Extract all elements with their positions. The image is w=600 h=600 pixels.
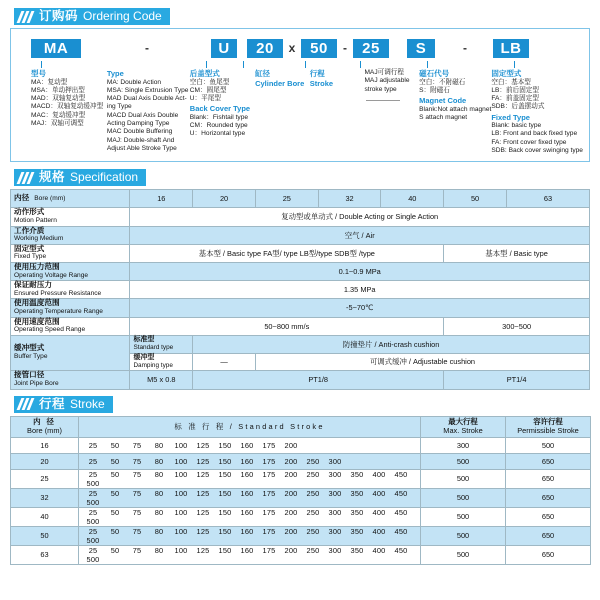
- table-row: [11, 244, 590, 262]
- stroke-header-cn: 容许行程: [533, 416, 563, 426]
- section-title-en: Specification: [70, 170, 139, 185]
- legend-item: Adjust Able Stroke Type: [106, 144, 177, 152]
- spec-row-label: [11, 371, 130, 389]
- legend-item: ing Type: [106, 103, 132, 111]
- spec-value: 50~800 mm/s: [130, 317, 444, 335]
- stroke-header-standard: 标 准 行 程 / Standard Stroke: [79, 416, 421, 437]
- code-separator-dash-3: -: [463, 41, 467, 55]
- legend-item: Acting Damping Type: [106, 119, 170, 127]
- table-row: [11, 437, 591, 453]
- section-title-en: Ordering Code: [83, 9, 162, 23]
- stroke-header-en: Bore (mm): [27, 425, 62, 435]
- buffer-sub-cn: 标准型: [133, 335, 155, 343]
- legend-head-magnet-en: Magnet Code: [419, 96, 467, 106]
- ordering-code-chip-row: [17, 35, 583, 61]
- slashes-icon: [18, 172, 36, 184]
- spec-label-en: Working Medium: [14, 235, 64, 243]
- legend-item: MAD Dual Axis Double Act-: [106, 95, 187, 103]
- stroke-max: 500: [421, 453, 506, 469]
- buffer-sub-label-standard: [130, 335, 193, 353]
- table-row: [11, 526, 591, 545]
- legend-item: FA：前盖固定型: [491, 95, 539, 103]
- stroke-bore: 25: [11, 469, 79, 488]
- code-chip-magnet[interactable]: S: [407, 39, 435, 58]
- legend-item: CM：Rounded type: [189, 122, 248, 130]
- bore-value: 32: [318, 190, 381, 208]
- bore-value: 20: [193, 190, 256, 208]
- legend-item: MAJ可调行程: [364, 69, 404, 76]
- spec-label-en: Operating Speed Range: [14, 326, 86, 334]
- stroke-max: 300: [421, 437, 506, 453]
- legend-col-magnet-code: [419, 69, 491, 155]
- section-header-specification: [14, 169, 146, 186]
- spec-row-label: [11, 262, 130, 280]
- spec-label-en: Operating Voltage Range: [14, 271, 89, 279]
- legend-item: S attach magnet: [419, 113, 468, 121]
- buffer-dash: —: [193, 353, 256, 371]
- spec-label-en: Buffer Type: [14, 353, 48, 360]
- spec-label-cn: 使用压力范围: [14, 261, 60, 271]
- table-row: [11, 453, 591, 469]
- spec-label-cn: 动作形式: [14, 207, 45, 217]
- ordering-code-box: [10, 28, 590, 162]
- legend-item: LB：前后固定型: [491, 86, 539, 94]
- legend-head-fixed-cn: 固定型式: [491, 69, 522, 78]
- spec-row-label: [11, 190, 130, 208]
- spec-row-label: [11, 208, 130, 226]
- code-chip-adjustable-stroke[interactable]: 25: [353, 39, 389, 58]
- spec-label-cn: 缓冲型式: [14, 343, 45, 353]
- stroke-values: 25 50 75 80 100 125 150 160 175 200 250 300 350 400 450500: [79, 469, 421, 488]
- buffer-sub-en: Standard type: [133, 344, 174, 352]
- slashes-icon: [18, 398, 36, 410]
- spec-label-en: Operating Temperature Range: [14, 307, 103, 315]
- legend-item: CM：圆尾型: [189, 86, 227, 94]
- spec-label-cn: 固定型式: [14, 243, 45, 253]
- table-row: [11, 281, 590, 299]
- legend-item: MSA: Single Extrusion Type: [106, 86, 189, 94]
- legend-col-type-cn: [31, 69, 107, 155]
- code-separator-dash-2: -: [343, 41, 347, 55]
- stroke-permissible: 500: [506, 437, 591, 453]
- bore-value: 50: [444, 190, 507, 208]
- stroke-bore: 20: [11, 453, 79, 469]
- stroke-permissible: 650: [506, 545, 591, 564]
- table-row: [11, 545, 591, 564]
- bore-value: 40: [381, 190, 444, 208]
- table-row: [11, 208, 590, 226]
- stroke-header-en: Permissible Stroke: [517, 425, 579, 435]
- spec-value: PT1/8: [193, 371, 444, 389]
- stroke-permissible: 650: [506, 469, 591, 488]
- stroke-max: 500: [421, 545, 506, 564]
- stroke-bore: 16: [11, 437, 79, 453]
- spec-value: PT1/4: [444, 371, 590, 389]
- spec-value: M5 x 0.8: [130, 371, 193, 389]
- legend-item: MAD：双轴复动型: [31, 95, 86, 103]
- buffer-sub-cn: 缓冲型: [133, 353, 155, 361]
- legend-head-fixed-en: Fixed Type: [491, 112, 530, 122]
- legend-item: Blank:Not attach magnet: [419, 105, 492, 113]
- stroke-header-en: Max. Stroke: [443, 425, 483, 435]
- stroke-bore: 40: [11, 507, 79, 526]
- table-row-joint-pipe: [11, 371, 590, 389]
- code-separator-times: x: [288, 41, 296, 55]
- table-row: [11, 262, 590, 280]
- bore-value: 25: [255, 190, 318, 208]
- spec-label-cn: 接管口径: [14, 370, 45, 380]
- legend-head-back-cover-cn: 后盖型式: [189, 69, 220, 78]
- code-chip-stroke[interactable]: 50: [301, 39, 337, 58]
- table-row: [11, 317, 590, 335]
- specification-table: [10, 189, 590, 389]
- stroke-bore: 63: [11, 545, 79, 564]
- legend-col-cylinder-bore: [255, 69, 310, 155]
- stroke-bore: 50: [11, 526, 79, 545]
- spec-value: 0.1~0.9 MPa: [130, 262, 590, 280]
- legend-item: S：附磁石: [419, 86, 450, 94]
- spec-value: 复动型或单动式 / Double Acting or Single Action: [130, 208, 590, 226]
- legend-head-stroke-en: Stroke: [309, 78, 334, 88]
- stroke-permissible: 650: [506, 453, 591, 469]
- stroke-values: 25 50 75 80 100 125 150 160 175 200 250 300 350 400 450500: [79, 545, 421, 564]
- section-header-ordering-code: [14, 8, 170, 25]
- section-title-cn: 规格: [39, 170, 66, 185]
- legend-item: SDB：后盖摆动式: [491, 103, 545, 111]
- legend-item: Blank：Fishtail type: [189, 113, 249, 121]
- legend-item: stroke type: [364, 85, 397, 93]
- legend-col-stroke: [310, 69, 365, 155]
- stroke-header-cn: 内 径: [33, 416, 56, 426]
- stroke-values: 25 50 75 80 100 125 150 160 175 200 250 300 350 400 450500: [79, 488, 421, 507]
- stroke-header-row: [11, 416, 591, 437]
- spec-label-en: Bore (mm): [34, 195, 66, 203]
- legend-item: MAC Double Buffering: [106, 128, 173, 136]
- legend-head-stroke-cn: 行程: [309, 69, 325, 78]
- code-chip-fixed-type[interactable]: LB: [493, 39, 529, 58]
- legend-item: MAJ adjustable: [364, 77, 410, 85]
- stroke-table: [10, 416, 591, 565]
- spec-label-en: Ensured Pressure Resistance: [14, 289, 102, 297]
- legend-col-fixed-type: [491, 69, 583, 155]
- table-row-bore-header: [11, 190, 590, 208]
- stroke-max: 500: [421, 526, 506, 545]
- legend-item: 空白：鱼尾型: [189, 78, 230, 86]
- legend-connector-rule: [366, 100, 400, 101]
- bore-value: 63: [506, 190, 589, 208]
- stroke-permissible: 650: [506, 488, 591, 507]
- table-row: [11, 299, 590, 317]
- legend-item: FA: Front cover fixed type: [491, 138, 567, 146]
- stroke-max: 500: [421, 507, 506, 526]
- spec-label-en: Motion Pattern: [14, 216, 57, 224]
- legend-item: MACD：双轴复动缓冲型: [31, 103, 104, 111]
- spec-row-label-buffer: [11, 335, 130, 371]
- legend-head-type-cn: 型号: [31, 69, 46, 78]
- spec-label-en: Joint Pipe Bore: [14, 379, 59, 387]
- legend-col-back-cover: [190, 69, 255, 155]
- spec-value: 基本型 / Basic type: [444, 244, 590, 262]
- legend-item: MAJ: Double-shaft And: [106, 136, 175, 144]
- buffer-sub-en: Damping type: [133, 361, 173, 369]
- legend-item: MAJ：双轴可调型: [31, 119, 84, 127]
- spec-label-cn: 使用温度范围: [14, 298, 60, 308]
- section-title-en: Stroke: [70, 396, 105, 411]
- spec-value: 300~500: [444, 317, 590, 335]
- table-row-buffer-standard: [11, 335, 590, 353]
- spec-label-en: Fixed Type: [14, 253, 47, 261]
- spec-row-label: [11, 281, 130, 299]
- table-row: [11, 226, 590, 244]
- legend-item: MACD Dual Axis Double: [106, 111, 179, 119]
- stroke-values: 25 50 75 80 100 125 150 160 175 200 250 300: [79, 453, 421, 469]
- legend-col-type-en: [107, 69, 190, 155]
- stroke-header-cn: 最大行程: [448, 416, 478, 426]
- spec-value: 空气 / Air: [130, 226, 590, 244]
- legend-item: SDB: Back cover swinging type: [491, 147, 583, 155]
- section-title-cn: 订购码: [39, 9, 79, 23]
- stroke-header-max: [421, 416, 506, 437]
- table-row: [11, 469, 591, 488]
- section-title-cn: 行程: [39, 396, 66, 411]
- stroke-bore: 32: [11, 488, 79, 507]
- spec-label-cn: 使用速度范围: [14, 316, 60, 326]
- spec-value: 基本型 / Basic type FA型/ type LB型/type SDB型 /type: [130, 244, 444, 262]
- spec-label-cn: 工作介质: [14, 225, 45, 235]
- spec-row-label: [11, 299, 130, 317]
- buffer-sub-label-damping: [130, 353, 193, 371]
- legend-head-bore-en: Cylinder Bore: [255, 78, 305, 88]
- spec-value: 防撞垫片 / Anti-crash cushion: [193, 335, 590, 353]
- legend-item: 空白：基本型: [491, 78, 531, 86]
- spec-value: 1.35 MPa: [130, 281, 590, 299]
- legend-head-magnet-cn: 磁石代号: [419, 69, 450, 78]
- code-chip-back-cover[interactable]: U: [211, 39, 237, 58]
- spec-row-label: [11, 317, 130, 335]
- legend-head-bore-cn: 缸径: [255, 69, 271, 78]
- slashes-icon: [18, 11, 36, 23]
- legend-item: MA：复动型: [31, 78, 68, 86]
- stroke-max: 500: [421, 488, 506, 507]
- stroke-values: 25 50 75 80 100 125 150 160 175 200 250 300 350 400 450500: [79, 507, 421, 526]
- legend-head-type-en: Type: [106, 69, 124, 78]
- table-row: [11, 488, 591, 507]
- stroke-values: 25 50 75 80 100 125 150 160 175 200 250 300 350 400 450500: [79, 526, 421, 545]
- spec-row-label: [11, 244, 130, 262]
- code-separator-dash-1: -: [145, 41, 149, 55]
- legend-item: U：Horizontal type: [189, 130, 246, 138]
- legend-item: 空白：不附磁石: [419, 78, 466, 86]
- code-chip-bore[interactable]: 20: [247, 39, 283, 58]
- spec-label-cn: 内径: [14, 193, 30, 203]
- code-chip-type[interactable]: MA: [31, 39, 81, 58]
- spec-value: -5~70℃: [130, 299, 590, 317]
- stroke-values: 25 50 75 80 100 125 150 160 175 200: [79, 437, 421, 453]
- legend-col-maj-adjustable: [364, 69, 419, 155]
- legend-item: MSA：单动押出型: [31, 86, 85, 94]
- spec-row-label: [11, 226, 130, 244]
- bore-value: 16: [130, 190, 193, 208]
- stroke-max: 500: [421, 469, 506, 488]
- legend-head-back-cover-en: Back Cover Type: [189, 104, 251, 114]
- legend-item: Blank: basic type: [491, 122, 542, 130]
- ordering-code-legend: [17, 68, 583, 157]
- spec-value: 可调式缓冲 / Adjustable cushion: [255, 353, 589, 371]
- legend-item: LB: Front and back fixed type: [491, 130, 578, 138]
- ordering-code-connector-ticks: [17, 61, 583, 68]
- stroke-permissible: 650: [506, 507, 591, 526]
- legend-item: MAC：复动缓冲型: [31, 111, 86, 119]
- stroke-permissible: 650: [506, 526, 591, 545]
- stroke-header-permissible: [506, 416, 591, 437]
- legend-item: MA: Double Action: [106, 78, 162, 86]
- stroke-header-bore: [11, 416, 79, 437]
- section-header-stroke: [14, 396, 113, 413]
- spec-label-cn: 保证耐压力: [14, 280, 52, 290]
- table-row: [11, 507, 591, 526]
- legend-item: U：平尾型: [189, 95, 221, 103]
